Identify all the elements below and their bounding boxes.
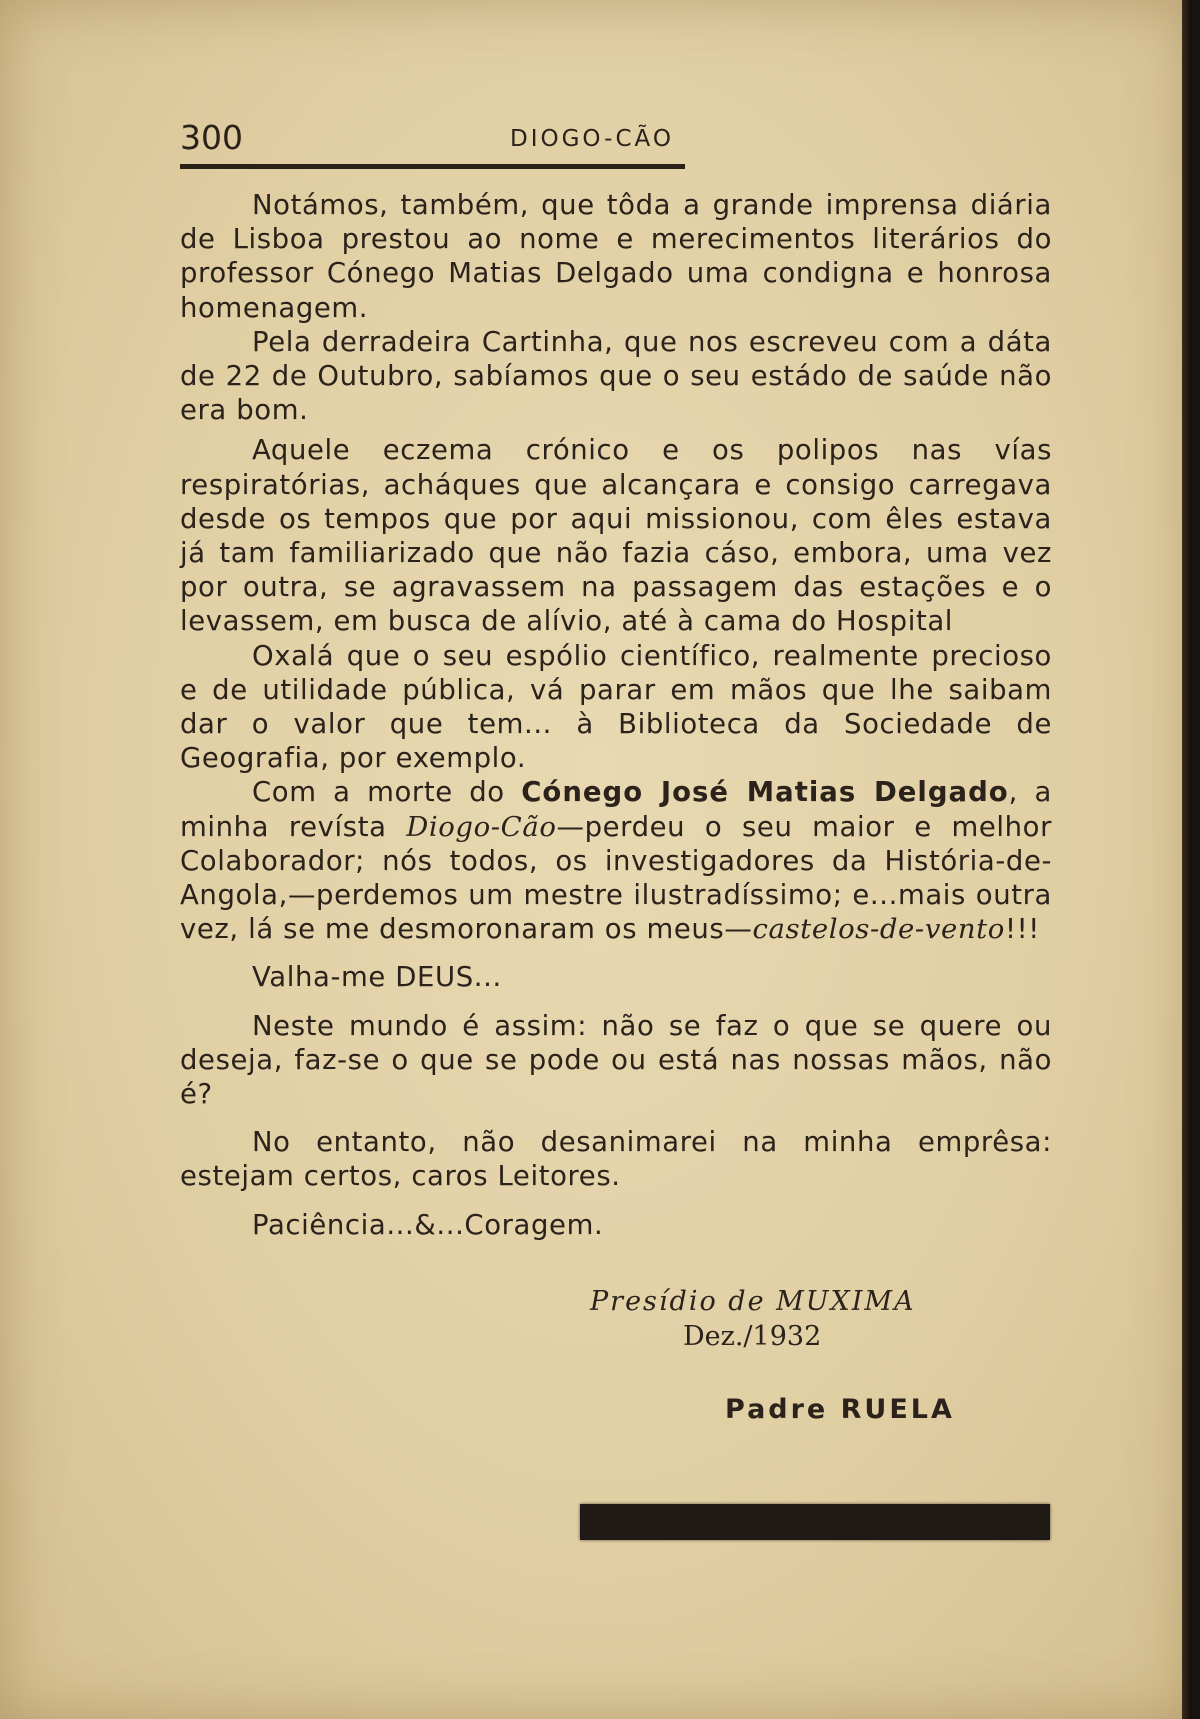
article-body: [180, 188, 1052, 1256]
paragraph-5: [180, 775, 1052, 946]
paragraph-5-text-c: —perdeu o seu maior e melhor Colaborador; nós todos, os investigadores da História-de-Angola,—perdemos um mestre ilustradíssimo; e...mais outra vez, lá se me desmoronaram os meus—: [180, 810, 1052, 946]
paragraph-5-text-d: !!!: [1004, 913, 1040, 946]
paragraph-5-text-b: , a minha revísta: [180, 776, 1052, 843]
paragraph-3: Aquele eczema crónico e os polipos nas vías respiratórias, acháques que alcançara e consigo carregava desde os tempos que por aqui missionou, com êles estava já tam familiarizado que não fazia cáso, embora, uma vez por outra, se agravassem na passagem das estações e o levassem, em busca de alívio, até à cama do Hospital: [180, 434, 1052, 638]
header-rule: [180, 164, 685, 169]
closing-bar: [580, 1504, 1050, 1540]
paragraph-4: Oxalá que o seu espólio científico, realmente precioso e de utilidade pública, vá parar em mãos que lhe saibam dar o valor que tem... à Biblioteca da Sociedade de Geografia, por exemplo.: [180, 639, 1052, 775]
castles-phrase: castelos-de-vento: [752, 913, 1005, 946]
paragraph-9: Paciência...&...Coragem.: [252, 1208, 604, 1241]
paragraph-5-text-a: Com a morte do: [252, 776, 522, 809]
paragraph-2: Pela derradeira Cartinha, que nos escreveu com a dáta de 22 de Outubro, sabíamos que o seu estádo de saúde não era bom.: [180, 325, 1052, 427]
paragraph-6: Valha-me DEUS...: [252, 961, 502, 994]
magazine-name: Diogo-Cão: [406, 810, 557, 843]
page-number: 300: [180, 118, 243, 157]
canon-name: Cónego José Matias Delgado: [521, 776, 1009, 809]
author-signature: Padre RUELA: [725, 1394, 955, 1425]
running-title: DIOGO-CÃO: [510, 126, 674, 152]
signoff-block: [590, 1286, 950, 1352]
signoff-date: Dez./1932: [683, 1321, 822, 1352]
page-edge: [1182, 0, 1192, 1719]
paragraph-8: No entanto, não desanimarei na minha emprêsa: estejam certos, caros Leitores.: [180, 1126, 1052, 1193]
paragraph-1: Notámos, também, que tôda a grande imprensa diária de Lisboa prestou ao nome e merecimentos literários do professor Cónego Matias Delgado uma condigna e honrosa homenagem.: [180, 189, 1052, 324]
paragraph-7: Neste mundo é assim: não se faz o que se quere ou deseja, faz-se o que se pode ou está nas nossas mãos, não é?: [180, 1009, 1052, 1111]
signoff-place: Presídio de MUXIMA: [590, 1286, 916, 1317]
page-header: [180, 118, 690, 168]
